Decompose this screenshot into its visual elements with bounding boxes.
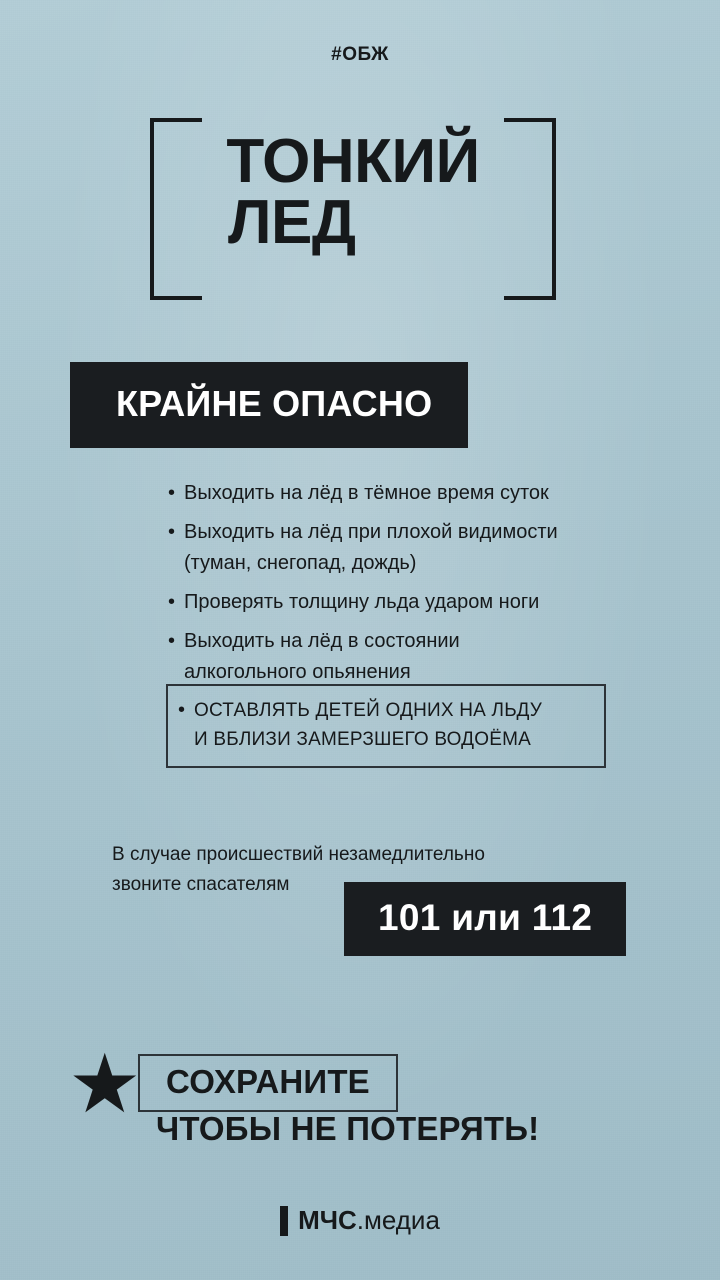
bullet-icon: •	[178, 699, 186, 721]
save-callout-line2: ЧТОБЫ НЕ ПОТЕРЯТЬ!	[156, 1110, 540, 1147]
star-icon: ★	[68, 1039, 142, 1130]
save-callout-line1: СОХРАНИТЕ	[138, 1054, 398, 1112]
footer-brand-suffix: .медиа	[356, 1205, 440, 1235]
list-item	[168, 478, 638, 509]
footer-bar-decoration	[280, 1206, 288, 1236]
list-item	[168, 587, 638, 618]
prohibited-actions-list	[168, 478, 638, 696]
footer-logo	[0, 1205, 720, 1236]
list-item-label	[184, 517, 558, 579]
highlighted-warning-line2: И ВБЛИЗИ ЗАМЕРЗШЕГО ВОДОЁМА	[194, 729, 532, 750]
emergency-phone-badge: 101 или 112	[344, 882, 626, 956]
bullet-icon: •	[168, 630, 176, 652]
page-title-line1: ТОНКИЙ	[226, 127, 480, 196]
list-item	[168, 626, 638, 688]
save-callout	[68, 1039, 652, 1156]
list-item	[168, 517, 638, 579]
list-item-line2: алкогольного опьянения	[184, 661, 411, 683]
bullet-icon: •	[168, 482, 176, 504]
page-title-line2: ЛЕД	[228, 187, 356, 257]
list-item-label	[184, 626, 460, 688]
emergency-line1: В случае происшествий незамедлительно	[112, 844, 485, 865]
footer-brand	[298, 1205, 440, 1236]
list-item-label: Выходить на лёд в тёмное время суток	[184, 482, 549, 504]
bullet-icon: •	[168, 591, 176, 613]
footer-brand-name: МЧС	[298, 1205, 357, 1235]
highlighted-warning-box	[166, 684, 606, 768]
hashtag-label: #ОБЖ	[331, 44, 389, 65]
emergency-line2: звоните спасателям	[112, 874, 290, 895]
list-item-line1: Выходить на лёд в состоянии	[184, 630, 460, 652]
highlighted-warning-text	[194, 696, 542, 754]
list-item-line1: Выходить на лёд при плохой видимости	[184, 521, 558, 543]
page-title	[150, 127, 556, 257]
title-block	[150, 118, 556, 300]
danger-banner: КРАЙНЕ ОПАСНО	[70, 362, 468, 448]
list-item-label: Проверять толщину льда ударом ноги	[184, 591, 540, 613]
bullet-icon: •	[168, 521, 176, 543]
list-item-line2: (туман, снегопад, дождь)	[184, 552, 417, 574]
highlighted-warning-line1: ОСТАВЛЯТЬ ДЕТЕЙ ОДНИХ НА ЛЬДУ	[194, 700, 542, 721]
